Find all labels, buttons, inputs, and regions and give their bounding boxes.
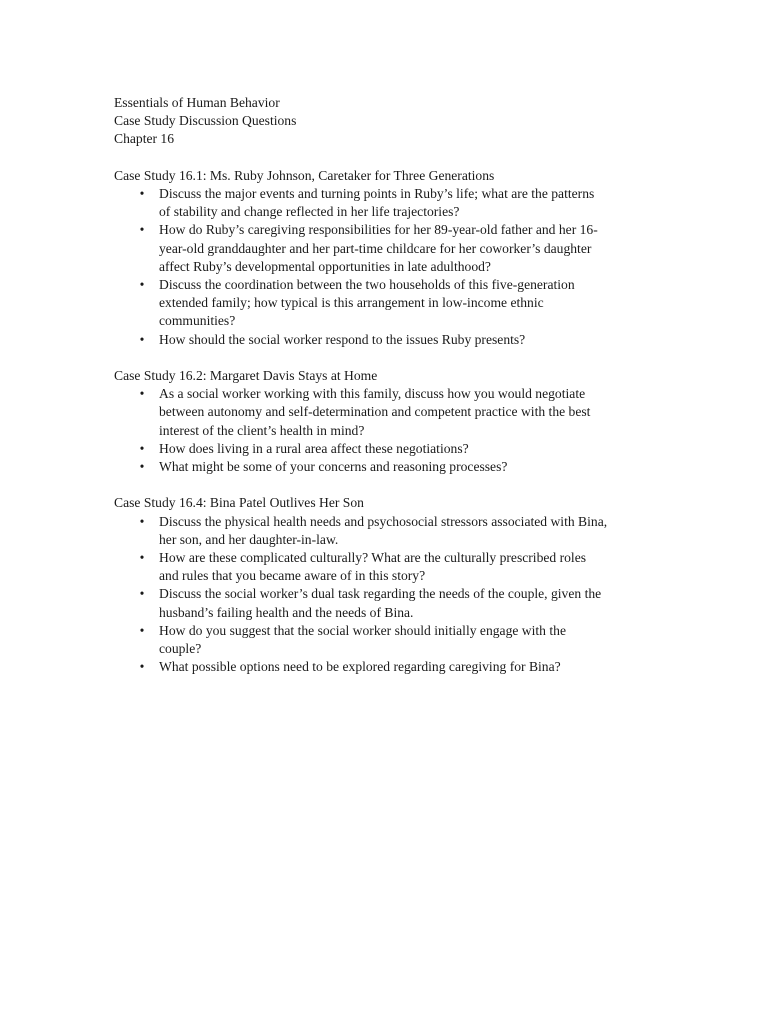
case-study-section-2 — [114, 367, 674, 476]
bullet-icon: • — [139, 386, 145, 402]
spacer — [114, 149, 674, 167]
question-text: How are these complicated culturally? What are the culturally prescribed roles and rules that you became aware of in this story? — [159, 550, 587, 584]
question-text: What might be some of your concerns and reasoning processes? — [159, 459, 508, 475]
question-text: How should the social worker respond to the issues Ruby presents? — [159, 331, 526, 347]
list-item — [114, 185, 674, 221]
question-text: Discuss the physical health needs and psychosocial stressors associated with Bina, her son, and her daughter-in-law. — [159, 513, 608, 547]
question-text: How does living in a rural area affect these negotiations? — [159, 440, 469, 456]
bullet-icon: • — [139, 550, 145, 566]
question-text: Discuss the major events and turning points in Ruby’s life; what are the patterns of stability and change reflected in her life trajectories? — [159, 186, 595, 220]
list-item — [114, 658, 674, 676]
list-item — [114, 385, 674, 440]
question-text: As a social worker working with this family, discuss how you would negotiate between autonomy and self-determination and competent practice with the best interest of the client’s health in mind? — [159, 386, 591, 438]
list-item — [114, 276, 674, 331]
bullet-icon: • — [139, 513, 145, 529]
spacer — [114, 476, 674, 494]
document-title: Essentials of Human Behavior — [114, 95, 280, 110]
question-list — [114, 385, 674, 476]
question-text: Discuss the coordination between the two households of this five-generation extended family; how typical is this arrangement in low-income ethnic communities? — [159, 277, 575, 329]
list-item — [114, 585, 674, 621]
question-list — [114, 513, 674, 677]
bullet-icon: • — [139, 459, 145, 475]
list-item — [114, 622, 674, 658]
list-item — [114, 221, 674, 276]
list-item — [114, 331, 674, 349]
spacer — [114, 349, 674, 367]
question-list — [114, 185, 674, 349]
section-title: Case Study 16.4: Bina Patel Outlives Her Son — [114, 495, 364, 511]
bullet-icon: • — [139, 331, 145, 347]
case-study-section-1 — [114, 167, 674, 349]
section-title: Case Study 16.1: Ms. Ruby Johnson, Caretaker for Three Generations — [114, 167, 495, 183]
bullet-icon: • — [139, 622, 145, 638]
bullet-icon: • — [139, 659, 145, 675]
question-text: How do Ruby’s caregiving responsibilities for her 89-year-old father and her 16- year-old granddaughter and her part-time childcare for her coworker’s daughter affect Ruby’s developmental opportunities in late adulthood? — [159, 222, 598, 274]
bullet-icon: • — [139, 277, 145, 293]
section-title: Case Study 16.2: Margaret Davis Stays at Home — [114, 368, 378, 384]
list-item — [114, 458, 674, 476]
bullet-icon: • — [139, 186, 145, 201]
question-text: How do you suggest that the social worker should initially engage with the couple? — [159, 622, 566, 657]
list-item — [114, 549, 674, 585]
bullet-icon: • — [139, 222, 145, 238]
bullet-icon: • — [139, 586, 145, 602]
document-subtitle: Case Study Discussion Questions — [114, 113, 297, 129]
case-study-section-3 — [114, 494, 674, 676]
bullet-icon: • — [139, 440, 145, 456]
list-item — [114, 513, 674, 549]
question-text: Discuss the social worker’s dual task regarding the needs of the couple, given the husband’s failing health and the needs of Bina. — [159, 586, 602, 620]
question-text: What possible options need to be explored regarding caregiving for Bina? — [159, 659, 561, 675]
document-page — [114, 94, 674, 676]
list-item — [114, 440, 674, 458]
chapter-label: Chapter 16 — [114, 131, 175, 147]
